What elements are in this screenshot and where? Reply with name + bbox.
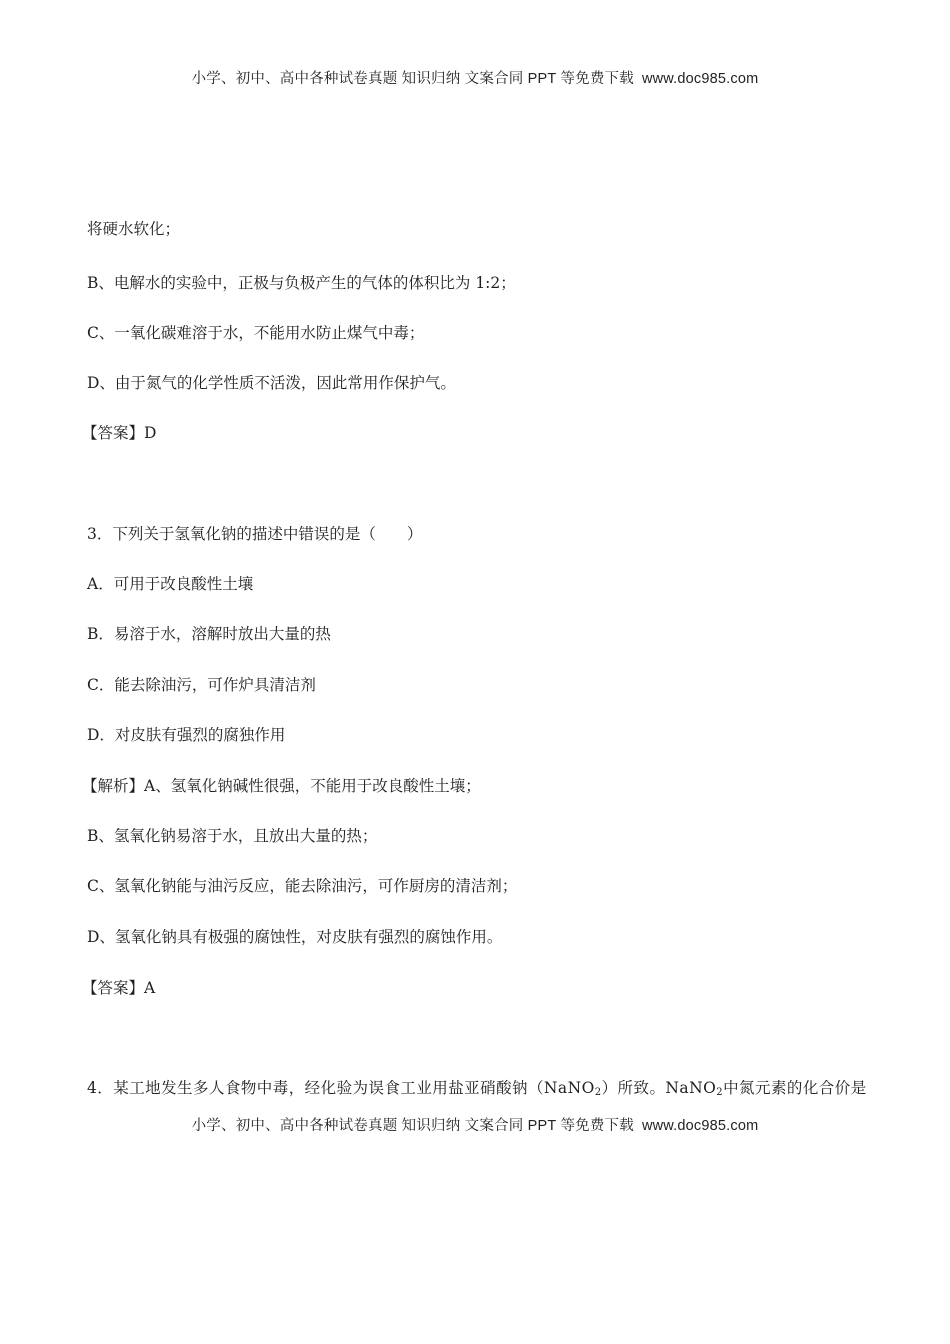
q3-analysis-b: B、氢氧化钠易溶于水，且放出大量的热； (87, 827, 378, 845)
q3-option-b: B．易溶于水，溶解时放出大量的热 (87, 625, 331, 643)
analysis-label: 【解析】 (82, 777, 145, 795)
q4-stem-part2: ）所致。NaNO (601, 1079, 717, 1097)
q2-option-d-explanation: D、由于氮气的化学性质不活泼，因此常用作保护气。 (87, 374, 456, 392)
q4-stem (87, 1078, 867, 1098)
q2-answer (82, 423, 156, 443)
header-text: 小学、初中、高中各种试卷真题 知识归纳 文案合同 PPT 等免费下载 (191, 71, 634, 87)
page-header (0, 69, 950, 89)
q3-analysis-a (82, 776, 481, 796)
q3-option-a: A．可用于改良酸性土壤 (87, 575, 254, 593)
answer-label: 【答案】 (82, 424, 145, 442)
q3-stem: 3．下列关于氢氧化钠的描述中错误的是（ ） (87, 525, 423, 543)
q4-stem-part1: 4．某工地发生多人食物中毒，经化验为误食工业用盐亚硝酸钠（NaNO (87, 1079, 595, 1097)
header-site-link[interactable]: www.doc985.com (641, 71, 759, 87)
q3-analysis-c: C、氢氧化钠能与油污反应，能去除油污，可作厨房的清洁剂； (87, 877, 518, 895)
q2-line-0: 将硬水软化； (87, 220, 181, 238)
q2-option-b-explanation: B、电解水的实验中，正极与负极产生的气体的体积比为 1:2； (87, 274, 516, 292)
answer-label: 【答案】 (82, 979, 145, 997)
answer-value: A (144, 979, 156, 997)
q4-stem-part3: 中氮元素的化合价是 (723, 1079, 867, 1097)
footer-site-link[interactable]: www.doc985.com (641, 1118, 759, 1134)
q3-answer (82, 978, 155, 998)
subscript: 2 (716, 1087, 724, 1098)
subscript: 2 (594, 1087, 602, 1098)
q3-analysis-d: D、氢氧化钠具有极强的腐蚀性，对皮肤有强烈的腐蚀作用。 (87, 928, 503, 946)
q2-option-c-explanation: C、一氧化碳难溶于水，不能用水防止煤气中毒； (87, 324, 425, 342)
analysis-text-a: A、氢氧化钠碱性很强，不能用于改良酸性土壤； (144, 777, 481, 795)
answer-value: D (144, 424, 157, 442)
q3-option-d: D．对皮肤有强烈的腐独作用 (87, 726, 286, 744)
page-footer (0, 1116, 950, 1136)
q3-option-c: C．能去除油污，可作炉具清洁剂 (87, 676, 316, 694)
footer-text: 小学、初中、高中各种试卷真题 知识归纳 文案合同 PPT 等免费下载 (191, 1118, 634, 1134)
